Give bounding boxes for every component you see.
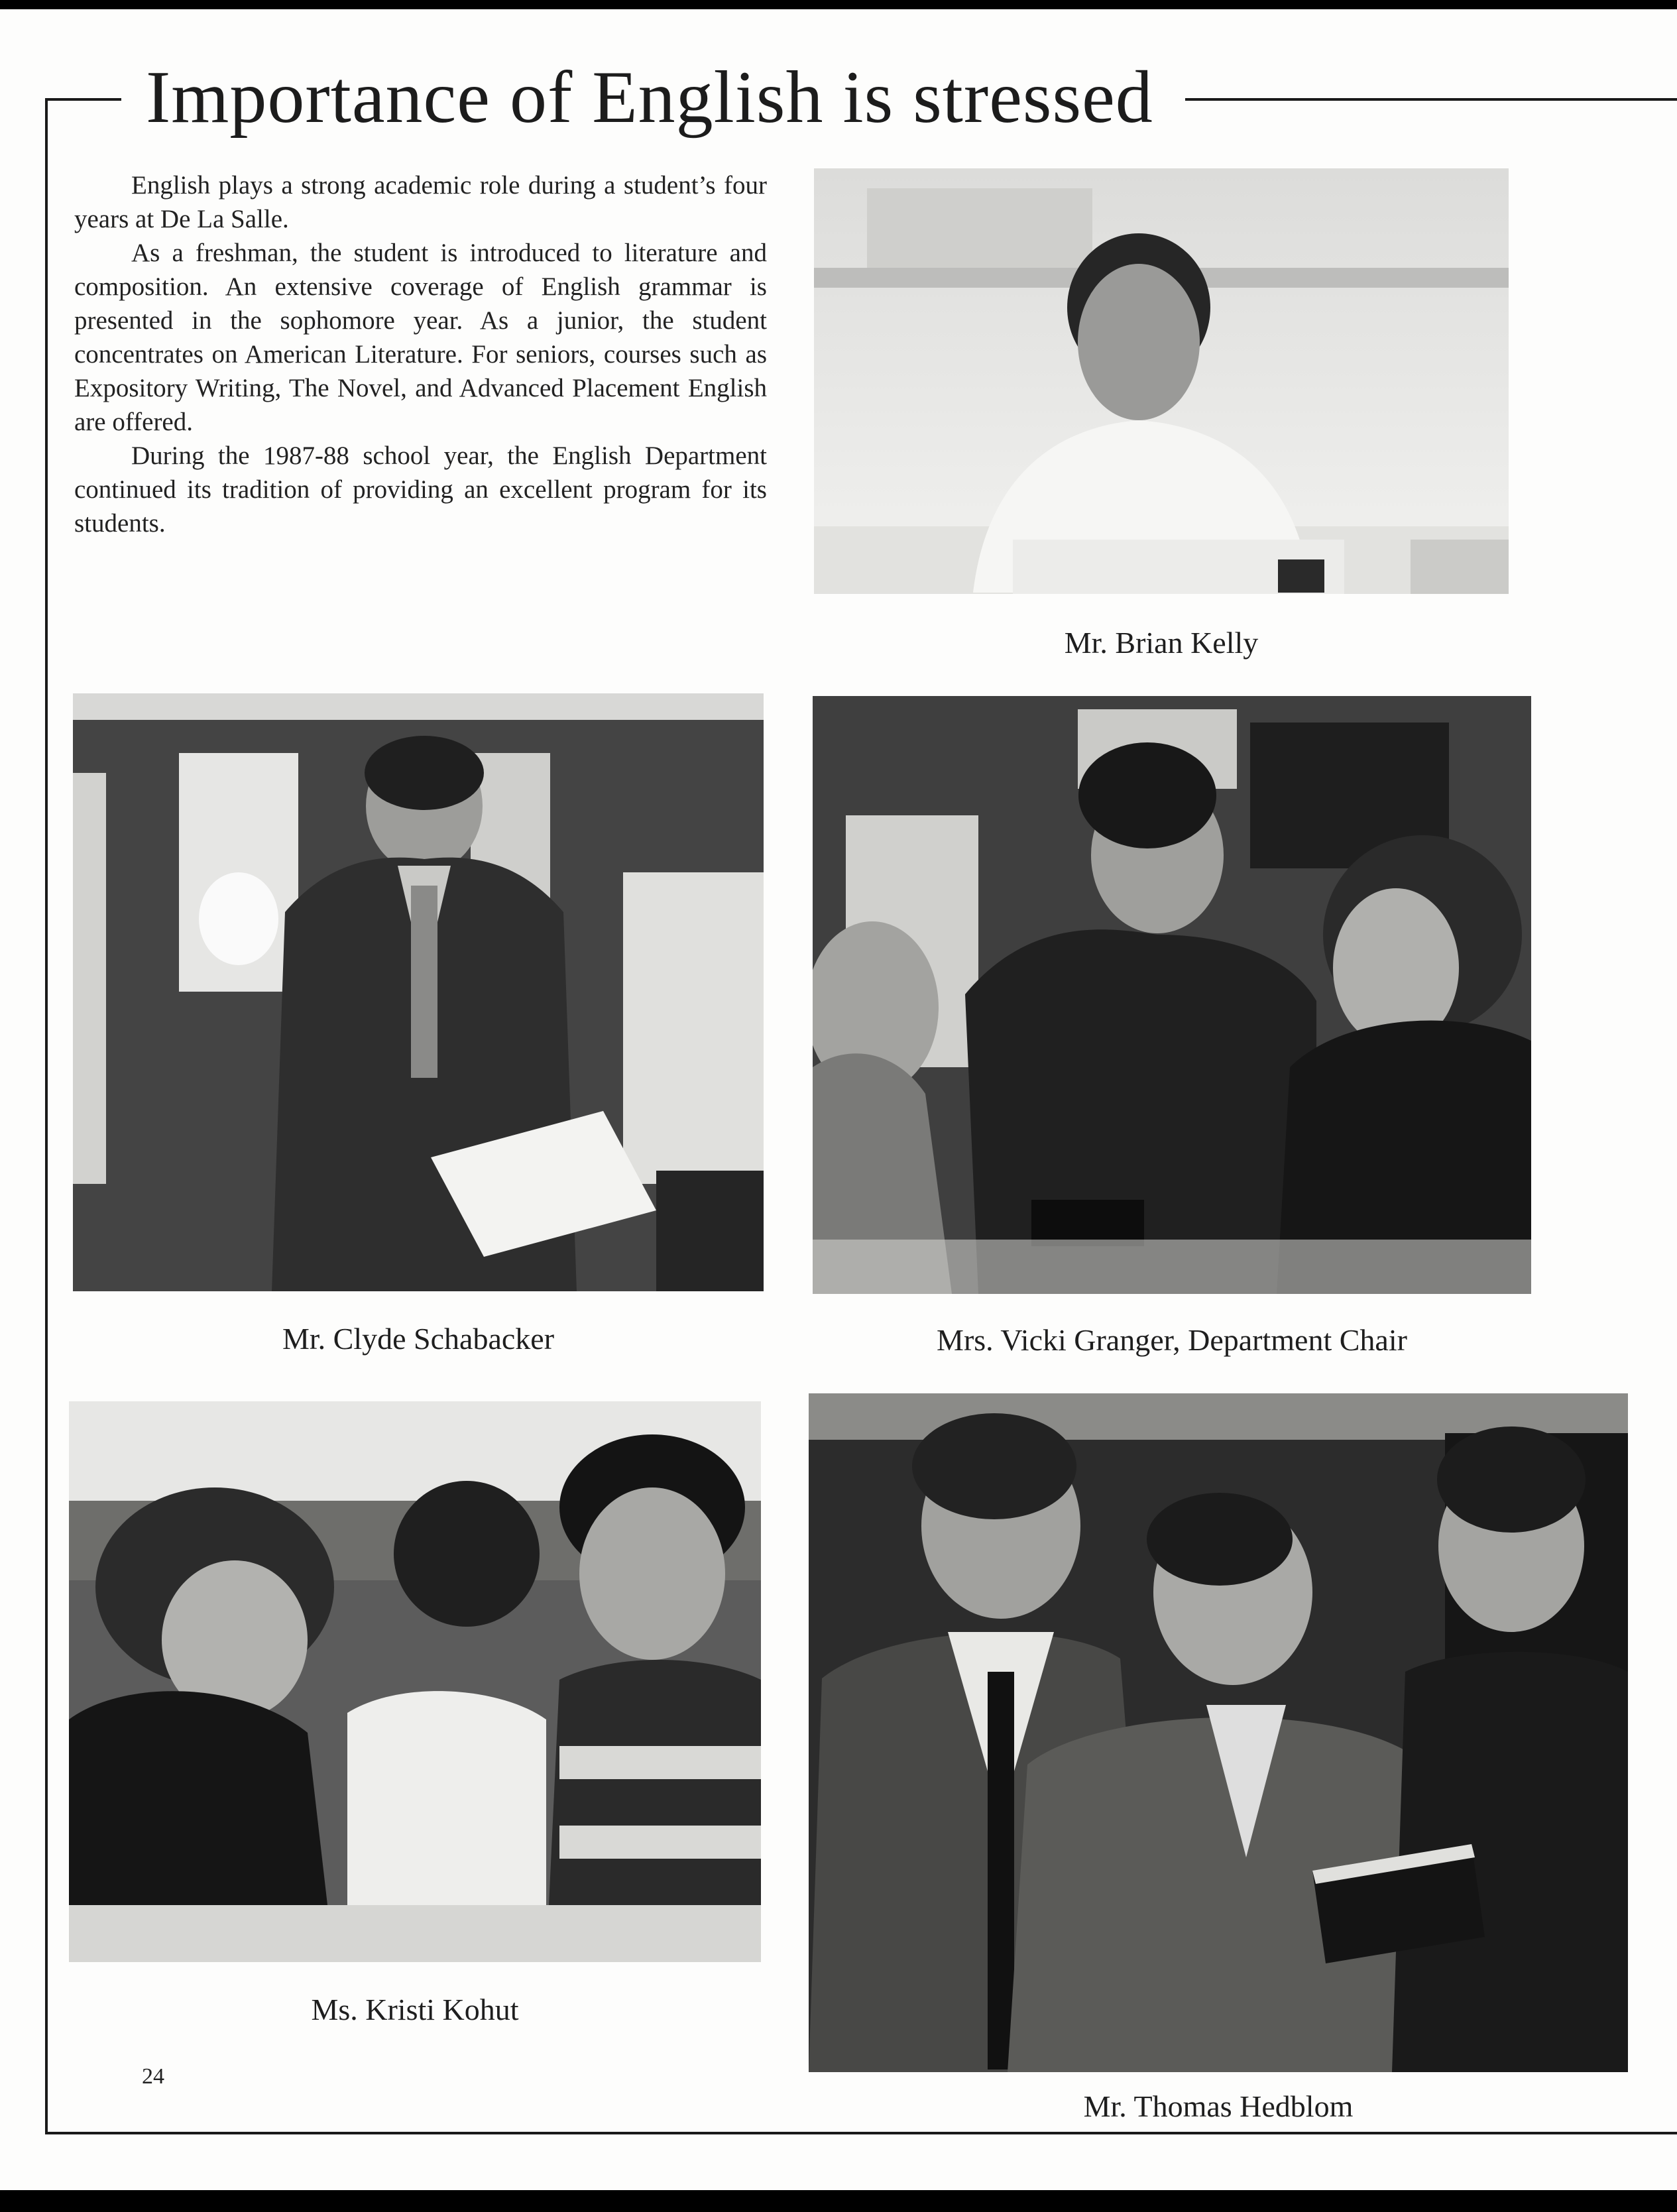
photo-brian-kelly <box>814 168 1509 594</box>
page-number: 24 <box>142 2064 164 2089</box>
headline-rule-left <box>45 98 121 101</box>
photo-brian-kelly-image <box>814 168 1509 594</box>
frame-bottom-rule <box>45 2132 1677 2134</box>
paragraph-1: English plays a strong academic role during a student’s four years at De La Salle. <box>74 171 767 233</box>
caption-kristi-kohut: Ms. Kristi Kohut <box>311 1993 519 2026</box>
paragraph-3: During the 1987-88 school year, the English Department continued its tradition of providing an excellent program for its students. <box>74 441 767 538</box>
article-body <box>74 168 767 540</box>
photo-thomas-hedblom <box>809 1393 1628 2072</box>
photo-clyde-schabacker-image <box>73 693 764 1291</box>
photo-vicki-granger <box>813 696 1531 1294</box>
paragraph-2: As a freshman, the student is introduced to literature and composition. An extensive coverage of English grammar is presented in the sophomore year. As a junior, the student concentrates on American Literature. For seniors, courses such as Expository Writing, The Novel, and Advanced Placement English are offered. <box>74 239 767 436</box>
photo-clyde-schabacker <box>73 693 764 1291</box>
page-headline: Importance of English is stressed <box>146 56 1153 139</box>
photo-kristi-kohut <box>69 1401 761 1962</box>
photo-vicki-granger-image <box>813 696 1531 1294</box>
headline-rule-right <box>1185 98 1677 101</box>
caption-thomas-hedblom: Mr. Thomas Hedblom <box>1083 2089 1354 2123</box>
caption-vicki-granger: Mrs. Vicki Granger, Department Chair <box>937 1323 1407 1357</box>
photo-kristi-kohut-image <box>69 1401 761 1962</box>
yearbook-page <box>0 9 1677 2190</box>
photo-thomas-hedblom-image <box>809 1393 1628 2072</box>
caption-brian-kelly: Mr. Brian Kelly <box>1064 626 1259 660</box>
caption-clyde-schabacker: Mr. Clyde Schabacker <box>282 1322 555 1356</box>
frame-left-rule <box>45 98 48 2134</box>
